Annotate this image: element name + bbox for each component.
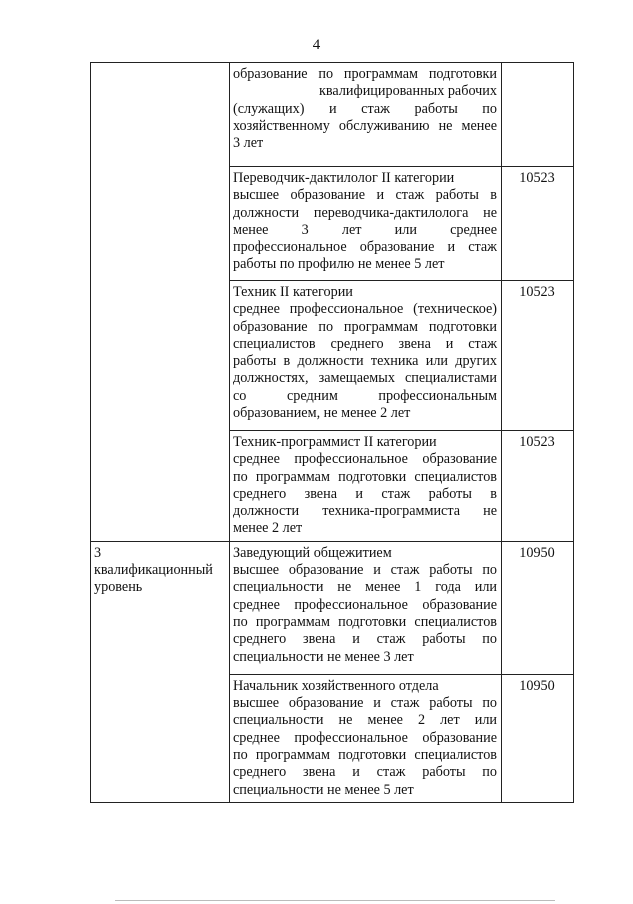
page-bottom-divider <box>115 900 555 901</box>
description-line: среднее профессиональное (техническое) <box>233 301 497 318</box>
salary-cell: 10523 <box>502 431 574 542</box>
description-line: высшее образование и стаж работы по <box>233 562 497 579</box>
description-line: работы в должности техника или других <box>233 353 497 370</box>
qualification-table <box>90 62 574 803</box>
description-line: менее 2 лет <box>233 520 303 537</box>
description-line: профессиональное образование и стаж <box>233 239 497 256</box>
description-line: среднее профессиональное образование <box>233 451 497 468</box>
salary-cell <box>502 63 574 167</box>
description-line: должности техника-программиста не <box>233 503 497 520</box>
description-line: по программам подготовки специалистов <box>233 468 497 485</box>
description-line: специальности не менее 2 лет или <box>233 712 497 729</box>
description-line: среднее профессиональное образование <box>233 596 497 613</box>
salary-cell: 10523 <box>502 167 574 281</box>
table-row <box>91 63 574 167</box>
salary-cell: 10950 <box>502 541 574 674</box>
qualification-level-number: 3 <box>94 544 102 561</box>
position-description-cell <box>230 63 502 167</box>
description-line: (служащих) и стаж работы по <box>233 100 497 117</box>
description-line: 3 лет <box>233 135 264 152</box>
salary-cell: 10523 <box>502 281 574 431</box>
description-line: среднее профессиональное образование <box>233 729 497 746</box>
description-line: специальности не менее 3 лет <box>233 648 414 665</box>
description-line: работы по профилю не менее 5 лет <box>233 256 445 273</box>
position-description-cell <box>230 541 502 674</box>
position-description-cell <box>230 167 502 281</box>
description-line: образование по программам подготовки <box>233 318 497 335</box>
description-line: высшее образование и стаж работы в <box>233 187 497 204</box>
description-line: образованием, не менее 2 лет <box>233 405 411 422</box>
description-line: специальности не менее 1 года или <box>233 579 497 596</box>
position-description-cell <box>230 281 502 431</box>
qualification-level-label: квалификационный <box>94 562 213 579</box>
table-row <box>91 541 574 674</box>
description-line: среднего звена и стаж работы по <box>233 631 497 648</box>
position-title: Начальник хозяйственного отдела <box>233 677 439 694</box>
description-line: менее 3 лет или среднее <box>233 221 497 238</box>
description-line: должностях, замещаемых специалистами <box>233 370 497 387</box>
salary-cell: 10950 <box>502 674 574 802</box>
description-line: среднего звена и стаж работы в <box>233 485 497 502</box>
description-line: должности переводчика-дактилолога не <box>233 204 497 221</box>
description-line: высшее образование и стаж работы по <box>233 695 497 712</box>
position-description-cell <box>230 674 502 802</box>
description-line: по программам подготовки специалистов <box>233 613 497 630</box>
description-line: специальности не менее 5 лет <box>233 781 414 798</box>
position-title: Заведующий общежитием <box>233 544 392 561</box>
page-number: 4 <box>312 37 321 53</box>
qualification-level-label: уровень <box>94 579 143 596</box>
position-title: Переводчик-дактилолог II категории <box>233 170 455 186</box>
qualification-level-cell <box>91 63 230 542</box>
qualification-level-cell <box>91 541 230 802</box>
description-line: образование по программам подготовки <box>233 66 497 82</box>
description-line: по программам подготовки специалистов <box>233 746 497 763</box>
description-line: среднего звена и стаж работы по <box>233 764 497 781</box>
position-title: Техник II категории <box>233 284 353 300</box>
description-line: квалифицированных рабочих <box>319 83 497 100</box>
position-title: Техник-программист II категории <box>233 434 437 450</box>
position-description-cell <box>230 431 502 542</box>
description-line: со средним профессиональным <box>233 387 497 404</box>
description-line: специалистов среднего звена и стаж <box>233 335 497 352</box>
description-line: хозяйственному обслуживанию не менее <box>233 117 497 134</box>
